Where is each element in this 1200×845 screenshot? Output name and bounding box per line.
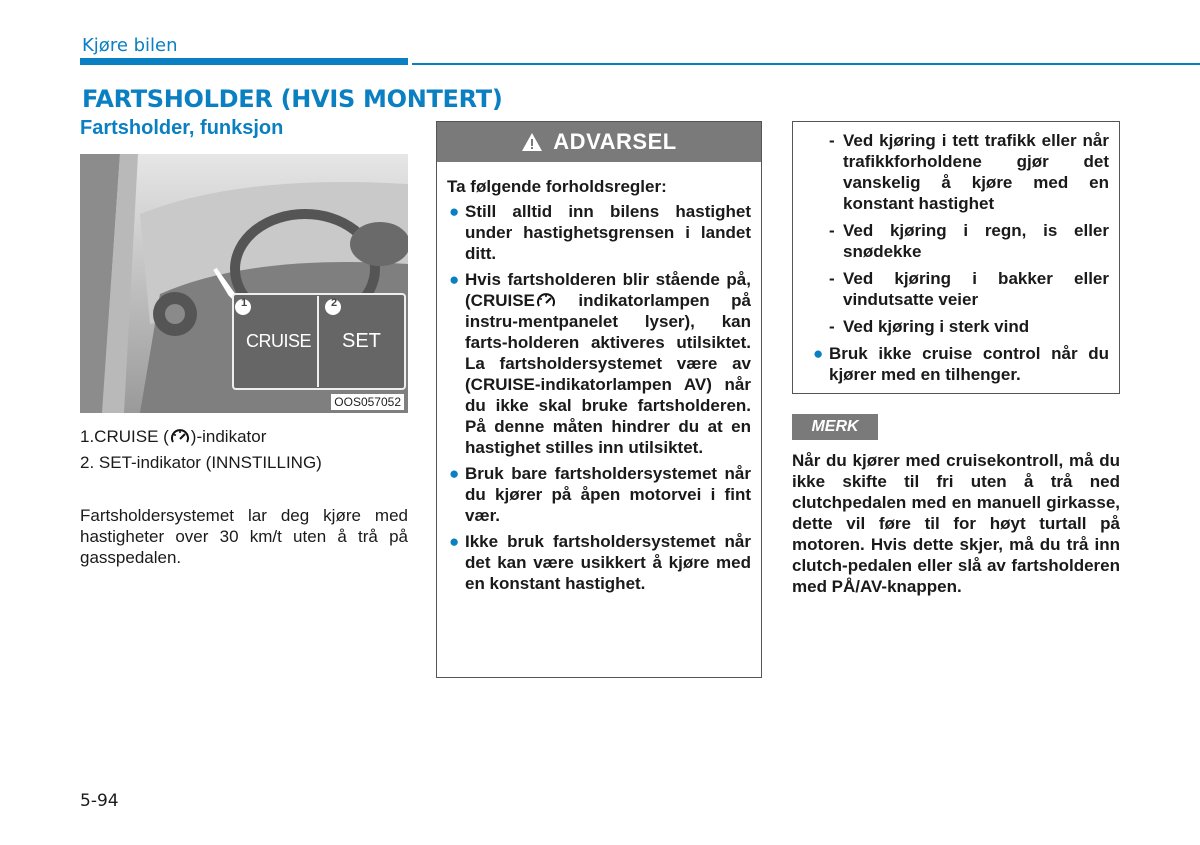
- dash-item: - Ved kjøring i bakker eller vindutsatte veier: [829, 269, 1109, 309]
- warning-bullet: [447, 269, 751, 458]
- warning-bullet: [447, 531, 751, 594]
- warning-triangle-icon: [521, 132, 543, 152]
- section-subtitle: Fartsholder, funksjon: [80, 117, 284, 139]
- section-title: FARTSHOLDER (HVIS MONTERT): [82, 85, 503, 113]
- header-rule-thick: [80, 58, 408, 65]
- warning-bullet-text: Hvis fartsholderen blir stående på, (CRUISE: [465, 270, 751, 310]
- warning-header: [437, 122, 761, 162]
- dash-item: - Ved kjøring i sterk vind: [829, 317, 1030, 336]
- warning-bullet: [447, 201, 751, 264]
- header-rule-thin: [412, 63, 1200, 65]
- item1-suffix: )-indikator: [190, 427, 267, 446]
- warning-bullet-text: Bruk bare fartsholdersystemet når du kjører på åpen motorvei i fint vær.: [465, 464, 751, 525]
- dash-item-text: Ved kjøring i sterk vind: [843, 317, 1030, 336]
- note-tag: MERK: [792, 414, 878, 440]
- cruise-indicator-icon: [535, 290, 557, 310]
- bullet-dot-icon: ●: [449, 202, 460, 221]
- indicator-item-1: [80, 424, 322, 450]
- note-text: Når du kjører med cruisekontroll, må du ikke skifte til fri uten å trå ned clutchpedalen med en manuell girkasse, dette vil føre til for høyt turtall på motoren. Hvis dette skjer, må du trå inn clutch-pedalen eller slå av fartsholderen med PÅ/AV-knappen.: [792, 451, 1120, 596]
- warning-bullet-text: indikatorlampen på instru-mentpanelet lyser), kan farts-holderen aktiveres utilsiktet. La fartsholdersystemet være av (CRUISE-indikatorlampen AV) når du ikke skal bruke fartsholderen. På denne måten hindrer du at en hastighet stilles inn utilsiktet.: [465, 291, 751, 457]
- dash-item: - Ved kjøring i regn, is eller snødekke: [829, 221, 1109, 261]
- warning-bullet-text: Ikke bruk fartsholdersystemet når det kan være usikkert å kjøre med en konstant hastighet.: [465, 532, 751, 593]
- warning-bullet-text: Still alltid inn bilens hastighet under hastighetsgrensen i landet ditt.: [465, 202, 751, 263]
- dash-item-text: Ved kjøring i regn, is eller snødekke: [843, 221, 1109, 261]
- warning-bullet-text: Bruk ikke cruise control når du kjører med en tilhenger.: [829, 344, 1109, 384]
- set-indicator-label: SET: [342, 330, 381, 352]
- chapter-title: Kjøre bilen: [82, 35, 178, 56]
- indicator-item-2: 2. SET-indikator (INNSTILLING): [80, 453, 322, 472]
- bullet-dot-icon: ●: [449, 532, 460, 551]
- dashboard-illustration: [80, 154, 408, 413]
- bullet-dot-icon: ●: [813, 344, 824, 363]
- warning-intro: Ta følgende forholdsregler:: [447, 177, 667, 196]
- warning-box: [436, 121, 762, 678]
- cruise-indicator-label: CRUISE: [246, 331, 312, 351]
- page-number: 5-94: [80, 791, 119, 811]
- callout-2-number: 2: [330, 297, 338, 309]
- cruise-indicator-icon: [169, 426, 191, 446]
- indicator-list: [80, 424, 322, 476]
- bullet-dot-icon: ●: [449, 270, 460, 289]
- bullet-dot-icon: ●: [449, 464, 460, 483]
- warning-continuation-box: [792, 121, 1120, 394]
- callout-1-number: 1: [240, 297, 248, 309]
- dash-item-text: Ved kjøring i bakker eller vindutsatte veier: [843, 269, 1109, 309]
- intro-paragraph: Fartsholdersystemet lar deg kjøre med hastigheter over 30 km/t uten å trå på gasspedalen.: [80, 506, 408, 567]
- warning-heading: ADVARSEL: [553, 129, 677, 154]
- item1-prefix: 1.CRUISE (: [80, 427, 169, 446]
- warning-bullet: [803, 343, 1109, 385]
- dashboard-photo: [80, 154, 408, 413]
- dash-item-text: Ved kjøring i tett trafikk eller når trafikkforholdene gjør det vanskelig å kjøre med en konstant hastighet: [843, 131, 1109, 213]
- figure-code: OOS057052: [331, 394, 404, 410]
- warning-bullet: [447, 463, 751, 526]
- dash-item: - Ved kjøring i tett trafikk eller når trafikkforholdene gjør det vanskelig å kjøre med en konstant hastighet: [829, 131, 1109, 213]
